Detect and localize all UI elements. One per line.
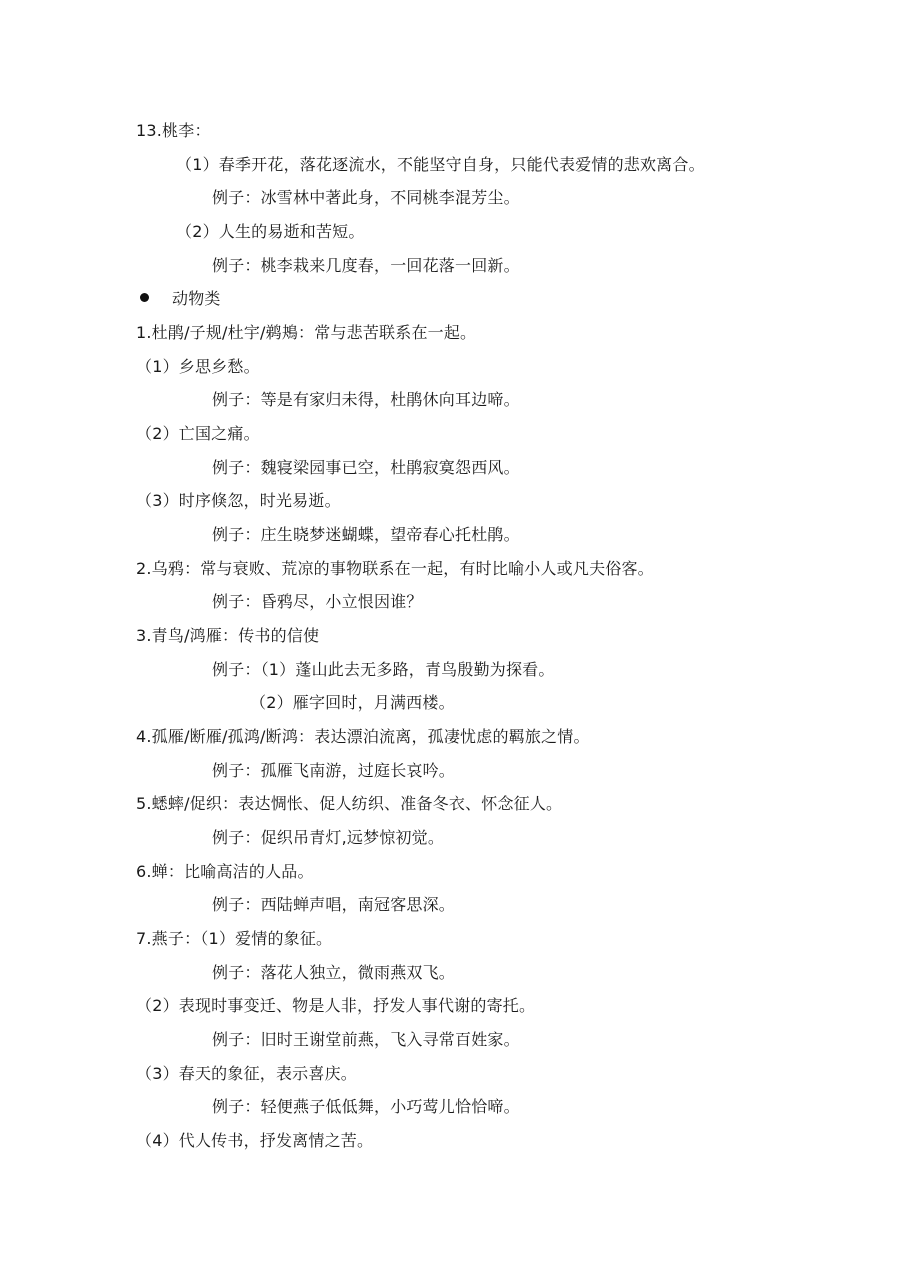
- example-line: 例子：（1）蓬山此去无多路，青鸟殷勤为探看。: [212, 660, 555, 679]
- example-line: 例子：等是有家归未得，杜鹃休向耳边啼。: [212, 390, 520, 409]
- example-line: 例子：促织吊青灯,远梦惊初觉。: [212, 828, 445, 847]
- meaning-line: （1）乡思乡愁。: [136, 357, 260, 376]
- example-line: 例子：孤雁飞南游，过庭长哀吟。: [212, 761, 456, 780]
- example-line: 例子：魏寝梁园事已空，杜鹃寂寞怨西风。: [212, 458, 520, 477]
- meaning-line: （1）春季开花，落花逐流水，不能坚守自身，只能代表爱情的悲欢离合。: [176, 155, 705, 174]
- example-line: 例子：庄生晓梦迷蝴蝶，望帝春心托杜鹃。: [212, 525, 520, 544]
- meaning-line: （3）时序倏忽，时光易逝。: [136, 491, 341, 510]
- section-heading-animals: 动物类: [172, 289, 221, 308]
- meaning-line: （2）亡国之痛。: [136, 424, 260, 443]
- item-heading: 3.青鸟/鸿雁：传书的信使: [136, 626, 320, 645]
- bullet-icon: [140, 293, 149, 302]
- meaning-line: （4）代人传书，抒发离情之苦。: [136, 1131, 374, 1150]
- item-heading: 4.孤雁/断雁/孤鸿/断鸿：表达漂泊流离，孤凄忧虑的羁旅之情。: [136, 727, 590, 746]
- example-line: 例子：落花人独立，微雨燕双飞。: [212, 963, 456, 982]
- example-line: 例子：轻便燕子低低舞，小巧莺儿恰恰啼。: [212, 1097, 520, 1116]
- example-line: 例子：桃李栽来几度春，一回花落一回新。: [212, 256, 520, 275]
- example-line: 例子：昏鸦尽，小立恨因谁？: [212, 592, 423, 611]
- heading-taoli: 13.桃李：: [136, 121, 211, 140]
- item-heading: 2.乌鸦：常与衰败、荒凉的事物联系在一起，有时比喻小人或凡夫俗客。: [136, 559, 654, 578]
- item-heading: 1.杜鹃/子规/杜宇/鹈鴂：常与悲苦联系在一起。: [136, 323, 477, 342]
- meaning-line: （2）人生的易逝和苦短。: [176, 222, 365, 241]
- example-line: 例子：旧时王谢堂前燕，飞入寻常百姓家。: [212, 1030, 520, 1049]
- example-line: （2）雁字回时，月满西楼。: [250, 693, 455, 712]
- meaning-line: （3）春天的象征，表示喜庆。: [136, 1064, 357, 1083]
- item-heading: 7.燕子：（1）爱情的象征。: [136, 929, 333, 948]
- item-heading: 6.蝉：比喻高洁的人品。: [136, 862, 314, 881]
- example-line: 例子：西陆蝉声唱，南冠客思深。: [212, 895, 456, 914]
- item-heading: 5.蟋蟀/促织：表达惆怅、促人纺织、准备冬衣、怀念征人。: [136, 794, 563, 813]
- meaning-line: （2）表现时事变迁、物是人非，抒发人事代谢的寄托。: [136, 996, 536, 1015]
- example-line: 例子：冰雪林中著此身，不同桃李混芳尘。: [212, 188, 520, 207]
